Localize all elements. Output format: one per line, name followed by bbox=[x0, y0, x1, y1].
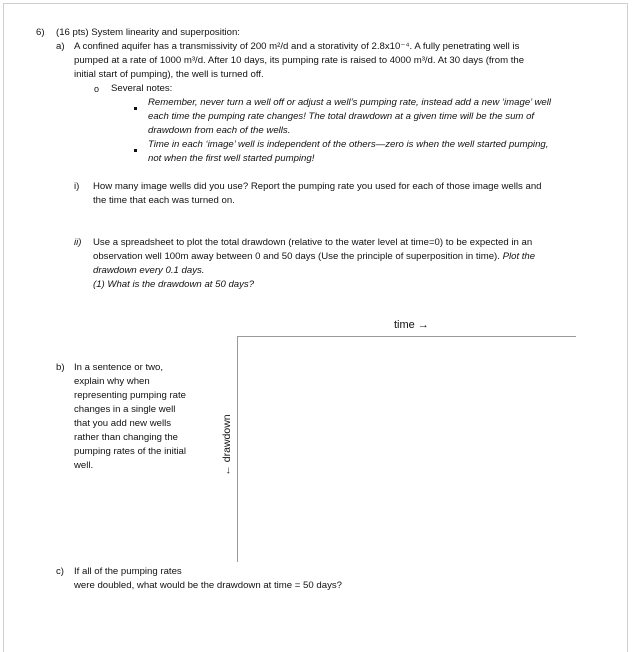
part-b-line-2: explain why when bbox=[74, 376, 150, 387]
part-a-label: a) bbox=[56, 41, 65, 52]
graph-left-axis bbox=[237, 336, 238, 562]
sub-i-line-1: How many image wells did you use? Report the pumping rate you used for each of those image wells and bbox=[93, 181, 542, 192]
part-b-line-6: rather than changing the bbox=[74, 432, 179, 443]
question-title: (16 pts) System linearity and superposition: bbox=[56, 27, 240, 38]
note-1-line-1: Remember, never turn a well off or adjust a well’s pumping rate, instead add a new ‘image’ well bbox=[148, 97, 551, 108]
part-b-line-8: well. bbox=[74, 460, 94, 471]
note-1-line-3: drawdown from each of the wells. bbox=[148, 125, 291, 136]
note-2-line-2: not when the first well started pumping! bbox=[148, 153, 315, 164]
sub-ii-label: ii) bbox=[74, 237, 82, 248]
part-b-line-5: that you add new wells bbox=[74, 418, 172, 429]
sub-i-line-2: the time that each was turned on. bbox=[93, 195, 235, 206]
part-c-line-2: were doubled, what would be the drawdown at time = 50 days? bbox=[74, 580, 342, 591]
part-a-line-1: A confined aquifer has a transmissivity of 200 m²/d and a storativity of 2.8x10⁻⁴. A fully penetrating well is bbox=[74, 41, 520, 52]
question-number: 6) bbox=[36, 27, 45, 38]
note-1-line-2: each time the pumping rate changes! The total drawdown at a given time will be the sum of bbox=[148, 111, 535, 122]
sub-ii-line-2-text: observation well 100m away between 0 and 50 days (Use the principle of superposition in time). bbox=[93, 251, 500, 262]
graph-top-axis bbox=[237, 336, 576, 337]
sub-ii-line-3: drawdown every 0.1 days. bbox=[93, 265, 205, 276]
part-b-line-3: representing pumping rate bbox=[74, 390, 186, 401]
part-c-label: c) bbox=[56, 566, 64, 577]
sub-ii-line-2 bbox=[93, 250, 535, 264]
square-bullet-icon bbox=[134, 143, 137, 157]
sub-ii-line-2-italic: Plot the bbox=[499, 251, 536, 262]
part-c-line-1: If all of the pumping rates bbox=[74, 566, 182, 577]
part-b-label: b) bbox=[56, 362, 65, 373]
part-a-line-2: pumped at a rate of 1000 m³/d. After 10 days, its pumping rate is raised to 4000 m³/d. At 30 days (from the bbox=[74, 55, 525, 66]
sub-ii-line-1: Use a spreadsheet to plot the total drawdown (relative to the water level at time=0) to be expected in an bbox=[93, 237, 533, 248]
square-bullet-icon bbox=[134, 101, 137, 115]
sub-ii-line-4: (1) What is the drawdown at 50 days? bbox=[93, 279, 255, 290]
part-a-line-3: initial start of pumping), the well is turned off. bbox=[74, 69, 264, 80]
graph-time-label: time → bbox=[394, 319, 429, 331]
sub-i-label: i) bbox=[74, 181, 80, 192]
part-b-line-4: changes in a single well bbox=[74, 404, 176, 415]
hollow-bullet-icon: o bbox=[94, 84, 100, 94]
notes-label: Several notes: bbox=[111, 83, 173, 94]
graph-drawdown-label: ← drawdown bbox=[221, 414, 233, 476]
part-b-line-1: In a sentence or two, bbox=[74, 362, 164, 373]
part-b-line-7: pumping rates of the initial bbox=[74, 446, 186, 457]
note-2-line-1: Time in each ‘image’ well is independent of the others—zero is when the well started pumping, bbox=[148, 139, 549, 150]
